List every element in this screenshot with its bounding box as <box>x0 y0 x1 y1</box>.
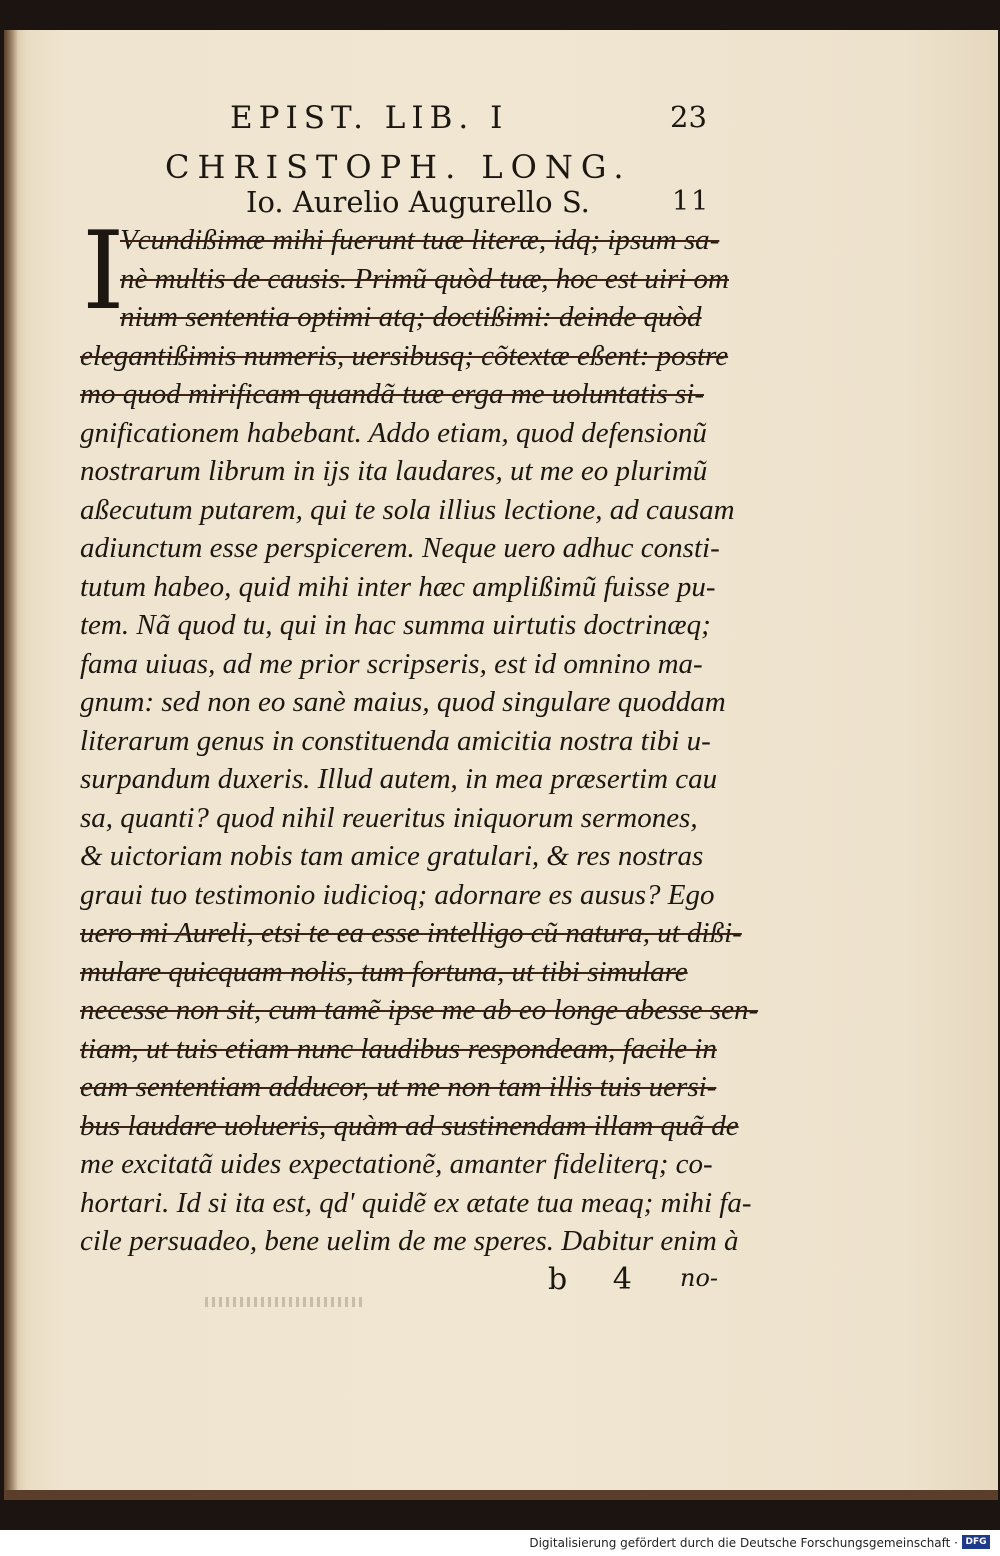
text-line-14: literarum genus in constituenda amicitia nostra tibi u- <box>80 725 711 757</box>
text-line-16: sa, quanti? quod nihil reueritus iniquorum sermones, <box>80 802 698 834</box>
text-line-17: & uictoriam nobis tam amice gratulari, & res nostras <box>80 840 704 872</box>
text-line-8: aßecutum putarem, qui te sola illius lectione, ad causam <box>80 494 735 526</box>
text-line-23: eam sententiam adducor, ut me non tam illis tuis uersi- <box>80 1071 717 1103</box>
text-line-7: nostrarum librum in ijs ita laudares, ut me eo plurimũ <box>80 455 708 487</box>
decorated-initial: I <box>82 209 125 334</box>
page-number: 23 <box>670 100 707 134</box>
text-line-4: elegantißimis numeris, uersibusq; cõtextæ eßent: postre <box>80 340 729 372</box>
text-line-19: uero mi Aureli, etsi te ea esse intelligo cũ natura, ut dißi- <box>80 917 742 949</box>
dfg-logo-icon: DFG <box>962 1535 990 1549</box>
text-line-20: mulare quicquam nolis, tum fortuna, ut tibi simulare <box>80 956 688 988</box>
text-line-9: adiunctum esse perspicerem. Neque uero adhuc consti- <box>80 532 720 564</box>
text-line-22: tiam, ut tuis etiam nunc laudibus respondeam, facile in <box>80 1033 717 1065</box>
text-line-26: hortari. Id si ita est, qd' quidẽ ex ætate tua meaq; mihi fa- <box>80 1187 752 1219</box>
binding-shadow <box>4 30 18 1500</box>
author-heading: CHRISTOPH. LONG. <box>165 148 632 186</box>
text-line-24: bus laudare uolueris, quàm ad sustinendam illam quã de <box>80 1110 739 1142</box>
text-line-1: Vcundißimæ mihi fuerunt tuæ literæ, idq; ipsum sa- <box>120 224 720 256</box>
text-line-6: gnificationem habebant. Addo etiam, quod defensionũ <box>80 417 707 449</box>
letter-number: 11 <box>672 186 711 217</box>
text-line-12: fama uiuas, ad me prior scripseris, est id omnino ma- <box>80 648 703 680</box>
letter-address: Io. Aurelio Augurello S. <box>246 185 590 219</box>
catchword: no- <box>680 1264 719 1292</box>
text-line-21: necesse non sit, cum tamẽ ipse me ab eo longe abesse sen- <box>80 994 759 1026</box>
funding-credit: Digitalisierung gefördert durch die Deutsche Forschungsgemeinschaft · <box>529 1536 958 1550</box>
text-line-15: surpandum duxeris. Illud autem, in mea præsertim cau <box>80 763 718 795</box>
text-line-11: tem. Nã quod tu, qui in hac summa uirtutis doctrinæq; <box>80 609 711 641</box>
ink-smudge <box>205 1297 365 1307</box>
text-line-5: mo quod mirificam quandã tuæ erga me uoluntatis si- <box>80 378 705 410</box>
footer-bar <box>0 1530 1000 1556</box>
signature-mark: b 4 <box>548 1262 650 1297</box>
text-line-2: nè multis de causis. Primũ quòd tuæ, hoc est uiri om <box>120 263 729 295</box>
text-line-10: tutum habeo, quid mihi inter hæc amplißimũ fuisse pu- <box>80 571 716 603</box>
text-line-13: gnum: sed non eo sanè maius, quod singulare quoddam <box>80 686 726 718</box>
text-line-18: graui tuo testimonio iudicioq; adornare es ausus? Ego <box>80 879 715 911</box>
running-head: EPIST. LIB. I <box>230 100 509 136</box>
text-line-3: nium sententia optimi atq; doctißimi: deinde quòd <box>120 301 702 333</box>
text-line-25: me excitatã uides expectationẽ, amanter fideliterq; co- <box>80 1148 713 1180</box>
text-line-27: cile persuadeo, bene uelim de me speres. Dabitur enim à <box>80 1225 739 1257</box>
